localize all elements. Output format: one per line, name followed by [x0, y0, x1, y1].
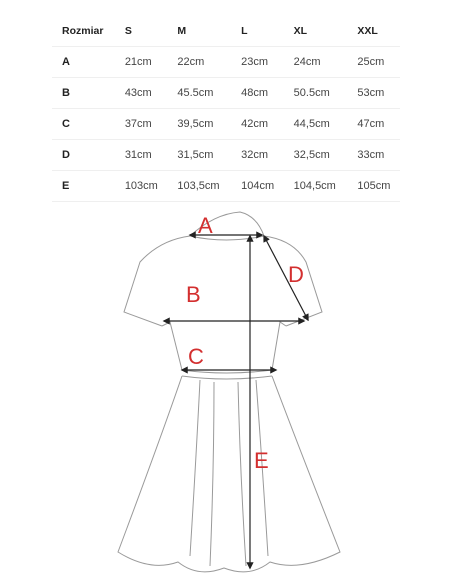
size-chart-table: [52, 16, 400, 202]
table-cell: 103cm: [115, 171, 168, 202]
label-c: C: [188, 344, 204, 369]
row-label: D: [52, 140, 115, 171]
table-cell: 37cm: [115, 109, 168, 140]
column-header: XL: [284, 16, 348, 47]
table-row: [52, 140, 400, 171]
row-label: E: [52, 171, 115, 202]
table-cell: 39,5cm: [167, 109, 231, 140]
table-cell: 24cm: [284, 47, 348, 78]
table-cell: 53cm: [347, 78, 400, 109]
table-cell: 48cm: [231, 78, 284, 109]
table-cell: 50.5cm: [284, 78, 348, 109]
table-cell: 31cm: [115, 140, 168, 171]
label-a: A: [198, 213, 213, 238]
table-cell: 32cm: [231, 140, 284, 171]
table-cell: 21cm: [115, 47, 168, 78]
measurement-labels: [186, 213, 304, 473]
row-label: C: [52, 109, 115, 140]
row-label: A: [52, 47, 115, 78]
column-header: XXL: [347, 16, 400, 47]
table-cell: 22cm: [167, 47, 231, 78]
column-header: S: [115, 16, 168, 47]
label-d: D: [288, 262, 304, 287]
table-cell: 104,5cm: [284, 171, 348, 202]
column-header: Rozmiar: [52, 16, 115, 47]
table-row: [52, 171, 400, 202]
table-cell: 44,5cm: [284, 109, 348, 140]
dress-measurement-diagram: [0, 200, 452, 584]
table-cell: 43cm: [115, 78, 168, 109]
dress-outline: [118, 212, 340, 572]
table-cell: 23cm: [231, 47, 284, 78]
table-header-row: [52, 16, 400, 47]
table-cell: 42cm: [231, 109, 284, 140]
column-header: L: [231, 16, 284, 47]
table-cell: 47cm: [347, 109, 400, 140]
table-cell: 32,5cm: [284, 140, 348, 171]
column-header: M: [167, 16, 231, 47]
table-row: [52, 78, 400, 109]
table-cell: 103,5cm: [167, 171, 231, 202]
table-cell: 25cm: [347, 47, 400, 78]
label-b: B: [186, 282, 201, 307]
table-cell: 105cm: [347, 171, 400, 202]
label-e: E: [254, 448, 269, 473]
table-cell: 45.5cm: [167, 78, 231, 109]
table-cell: 33cm: [347, 140, 400, 171]
row-label: B: [52, 78, 115, 109]
table-row: [52, 109, 400, 140]
table-row: [52, 47, 400, 78]
table-cell: 31,5cm: [167, 140, 231, 171]
table-cell: 104cm: [231, 171, 284, 202]
